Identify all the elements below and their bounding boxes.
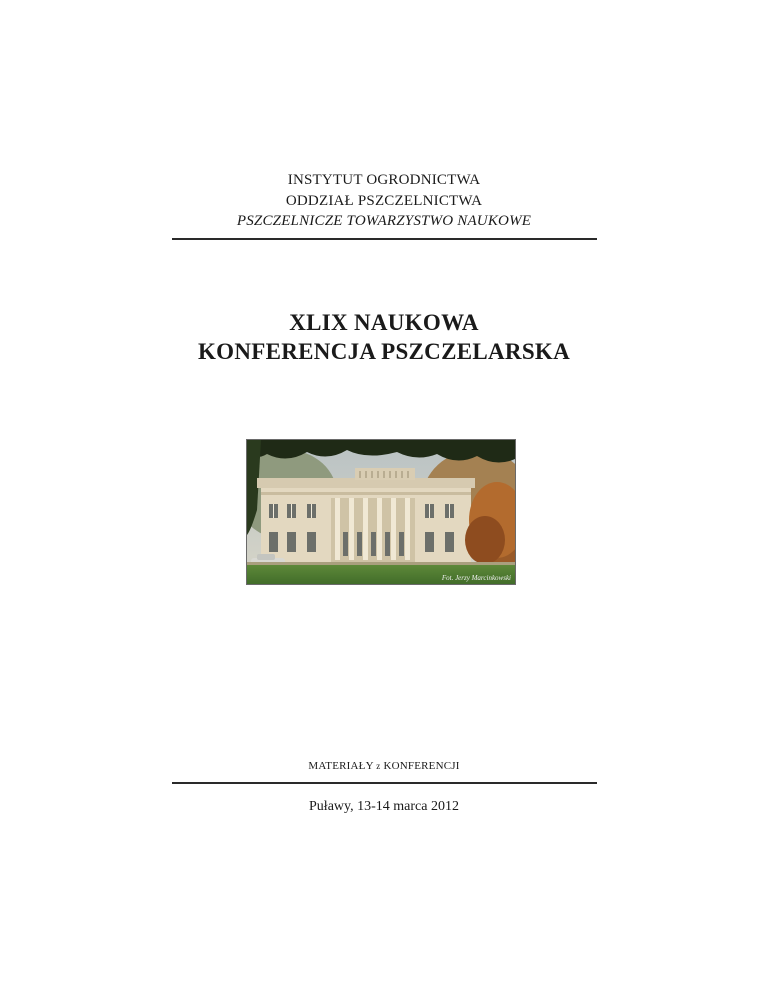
society-name: PSZCZELNICZE TOWARZYSTWO NAUKOWE <box>236 213 532 229</box>
photo-credit: Fot. Jerzy Marcinkowski <box>441 574 511 582</box>
institute-name: INSTYTUT OGRODNICTWA <box>287 172 481 188</box>
palace-photo <box>246 439 516 585</box>
header-divider <box>172 238 597 240</box>
materials-preposition: z <box>376 761 381 771</box>
footer-divider <box>172 782 597 784</box>
materials-conference-word: KONFERENCJI <box>383 760 460 772</box>
place-and-date: Puławy, 13-14 marca 2012 <box>309 799 459 814</box>
division-name: ODDZIAŁ PSZCZELNICTWA <box>285 193 483 209</box>
title-line-1: XLIX NAUKOWA <box>289 310 479 335</box>
title-line-2: KONFERENCJA PSZCZELARSKA <box>197 339 571 364</box>
materials-word: MATERIAŁY <box>308 760 374 772</box>
materials-label <box>0 760 768 772</box>
